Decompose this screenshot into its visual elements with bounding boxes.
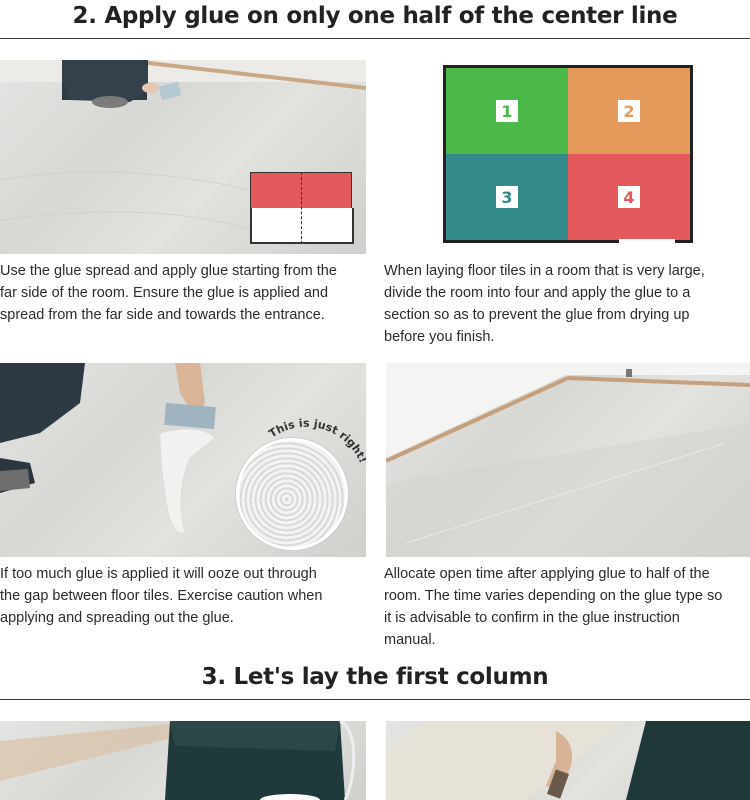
caption-line: spread from the far side and towards the entrance. [0, 307, 325, 323]
quadrant-4-label: 4 [618, 186, 640, 208]
inset-center-line [301, 172, 302, 244]
section-heading-first-column: 3. Let's lay the first column [201, 664, 549, 690]
caption-glue-ooze [0, 563, 370, 629]
photo-glue-ooze [0, 363, 370, 557]
photo-open-time-room [386, 363, 750, 557]
caption-line: before you finish. [384, 329, 495, 345]
quadrant-2-label: 2 [618, 100, 640, 122]
caption-line: it is advisable to confirm in the glue instruction [384, 610, 680, 626]
photo-applying-glue [0, 60, 366, 254]
caption-line: applying and spreading out the glue. [0, 610, 234, 626]
photo-laying-first-column-1 [0, 721, 366, 800]
quadrant-3-label: 3 [496, 186, 518, 208]
quadrant-1-label: 1 [496, 100, 518, 122]
quadrant-diagram [443, 65, 693, 245]
caption-large-room [384, 260, 750, 348]
caption-open-time [384, 563, 750, 651]
caption-line: section so as to prevent the glue from drying up [384, 307, 690, 323]
photo-laying-first-column-2 [386, 721, 750, 800]
caption-line: room. The time varies depending on the glue type so [384, 588, 723, 604]
caption-apply-glue [0, 260, 370, 326]
heading-divider [0, 38, 750, 39]
quadrant-3 [446, 154, 568, 240]
caption-line: the gap between floor tiles. Exercise caution when [0, 588, 323, 604]
caption-line: divide the room into four and apply the glue to a [384, 285, 691, 301]
quadrant-2 [568, 68, 690, 154]
heading-divider [0, 699, 750, 700]
caption-line: manual. [384, 632, 436, 648]
caption-line: Use the glue spread and apply glue starting from the [0, 263, 337, 279]
quadrant-4 [568, 154, 690, 240]
stamp-text: This is just right! [266, 418, 370, 465]
stamp-curved-text [232, 418, 370, 538]
caption-line: When laying floor tiles in a room that is very large, [384, 263, 705, 279]
quadrant-1 [446, 68, 568, 154]
caption-line: Allocate open time after applying glue to half of the [384, 566, 710, 582]
room-entrance-gap [619, 239, 675, 245]
inset-unglued-half [250, 208, 354, 244]
caption-line: If too much glue is applied it will ooze out through [0, 566, 317, 582]
caption-line: far side of the room. Ensure the glue is applied and [0, 285, 329, 301]
section-heading-apply-glue: 2. Apply glue on only one half of the center line [72, 3, 678, 29]
